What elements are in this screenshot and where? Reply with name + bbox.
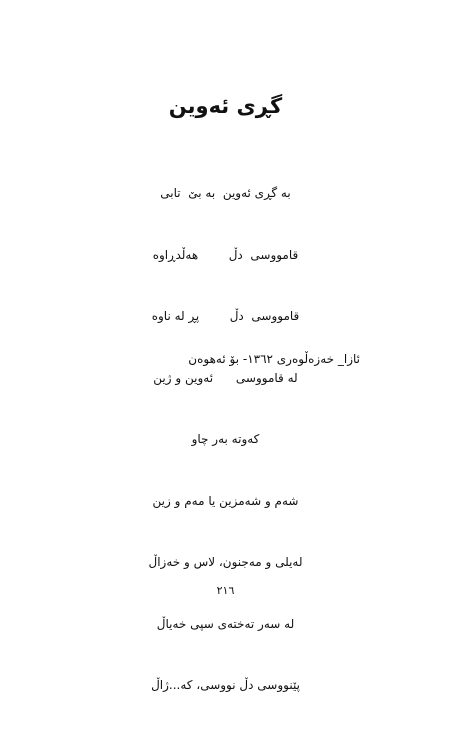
poem-line: شەم و شەمزین یا مەم و زین <box>152 493 299 508</box>
page-number: ٢١٦ <box>216 584 235 597</box>
author-signature: ئازا_ خەزەڵوەری ١٣٦٢- بۆ ئەهوەن <box>188 352 360 366</box>
poem-line: کەوتە بەر چاو <box>191 432 260 446</box>
poem-title: گڕی ئەوین <box>168 94 283 118</box>
poem-line: بە گڕی ئەوین بە بێ تابی <box>160 186 291 200</box>
poem-line: پێنووسی دڵ نووسی، کە...ژاڵ <box>151 678 300 692</box>
poem-line: قامووسی دڵ هەڵدڕاوە <box>152 247 299 262</box>
poem-line: لەیلی و مەجنون، لاس و خەزاڵ <box>148 555 303 569</box>
poem-line: لە قامووسی ئەوین و ژین <box>153 370 298 385</box>
poem-line: قامووسی دڵ پڕ لە ناوە <box>151 309 300 323</box>
poem-body <box>0 142 451 737</box>
poem-line: لە سەر تەختەی سپی خەیاڵ <box>156 616 295 631</box>
